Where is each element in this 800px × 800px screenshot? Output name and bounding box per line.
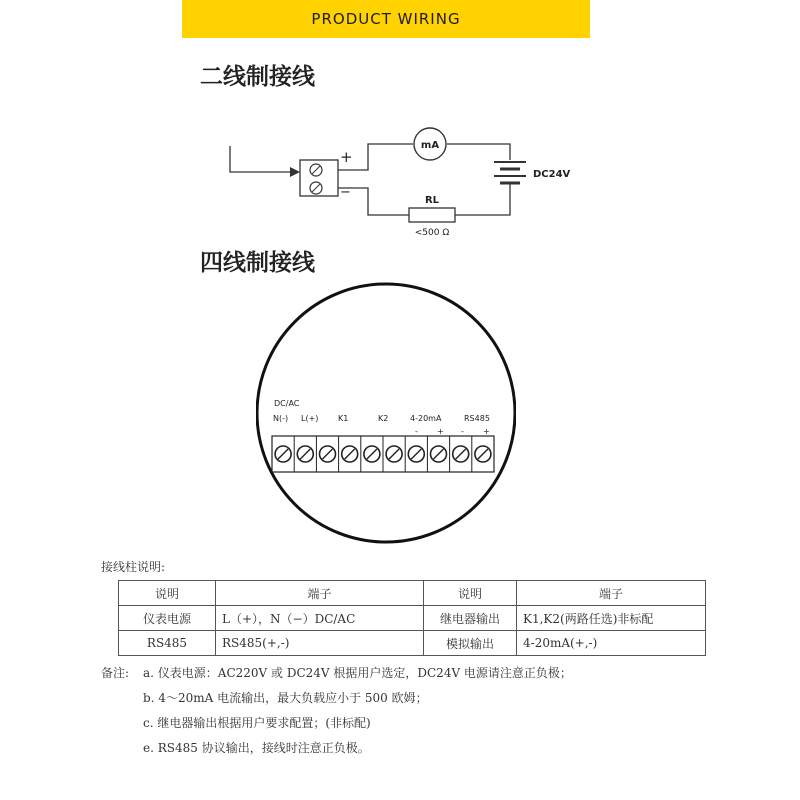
table-cell: RS485 bbox=[119, 631, 216, 656]
screw-icon bbox=[275, 446, 291, 462]
table-cell: RS485(+,-) bbox=[216, 631, 424, 656]
notes-prefix: 备注: bbox=[101, 666, 130, 680]
table-header-cell: 说明 bbox=[424, 581, 517, 606]
load-label: RL bbox=[424, 195, 440, 206]
screw-icon bbox=[310, 164, 322, 176]
terminal-label-rs485: RS485 bbox=[464, 414, 490, 423]
note-line: b. 4～20mA 电流输出，最大负载应小于 500 欧姆； bbox=[143, 691, 428, 705]
screw-icon bbox=[310, 182, 322, 194]
arrow-icon bbox=[290, 167, 300, 177]
meter-label: mA bbox=[420, 140, 440, 151]
load-resistor-icon bbox=[409, 208, 455, 222]
four-wire-diagram bbox=[256, 280, 516, 546]
table-row bbox=[119, 631, 706, 656]
table-header-row bbox=[119, 581, 706, 606]
four-wire-heading: 四线制接线 bbox=[200, 250, 315, 276]
table-cell: 模拟输出 bbox=[424, 631, 517, 656]
table-cell: L（+），N（−）DC/AC bbox=[216, 606, 424, 631]
meter-body-outline bbox=[257, 284, 515, 542]
signal-input-line bbox=[230, 146, 290, 172]
note-line: a. 仪表电源：AC220V 或 DC24V 根据用户选定，DC24V 电源请注意正负极； bbox=[143, 666, 572, 680]
note-line: c. 继电器输出根据用户要求配置；(非标配) bbox=[143, 716, 371, 730]
supply-label: DC24V bbox=[533, 169, 571, 180]
load-value: <500 Ω bbox=[414, 228, 450, 238]
note-line: e. RS485 协议输出，接线时注意正负极。 bbox=[143, 741, 370, 755]
table-cell: K1,K2(两路任选)非标配 bbox=[517, 606, 706, 631]
polarity-mark: - bbox=[415, 427, 418, 436]
terminal-label-l: L(+) bbox=[301, 414, 319, 423]
table-row bbox=[119, 606, 706, 631]
header-banner bbox=[182, 0, 590, 38]
terminal-table bbox=[118, 580, 706, 656]
plus-sign: + bbox=[340, 148, 353, 166]
two-wire-diagram bbox=[220, 122, 590, 242]
polarity-mark: + bbox=[437, 427, 444, 436]
terminal-label-k2: K2 bbox=[378, 414, 389, 423]
table-cell: 4-20mA(+,-) bbox=[517, 631, 706, 656]
table-header-cell: 端子 bbox=[517, 581, 706, 606]
terminal-label-n: N(-) bbox=[273, 414, 289, 423]
banner-title: PRODUCT WIRING bbox=[311, 10, 461, 28]
two-wire-heading: 二线制接线 bbox=[200, 64, 315, 90]
table-header-cell: 说明 bbox=[119, 581, 216, 606]
minus-sign: − bbox=[340, 185, 351, 200]
polarity-mark: - bbox=[461, 427, 464, 436]
terminal-table-title: 接线柱说明: bbox=[101, 560, 166, 574]
terminal-label-k1: K1 bbox=[338, 414, 349, 423]
table-cell: 仪表电源 bbox=[119, 606, 216, 631]
polarity-mark: + bbox=[483, 427, 490, 436]
supply-type-label: DC/AC bbox=[274, 399, 300, 408]
terminal-label-current: 4-20mA bbox=[410, 414, 442, 423]
table-cell: 继电器输出 bbox=[424, 606, 517, 631]
table-header-cell: 端子 bbox=[216, 581, 424, 606]
